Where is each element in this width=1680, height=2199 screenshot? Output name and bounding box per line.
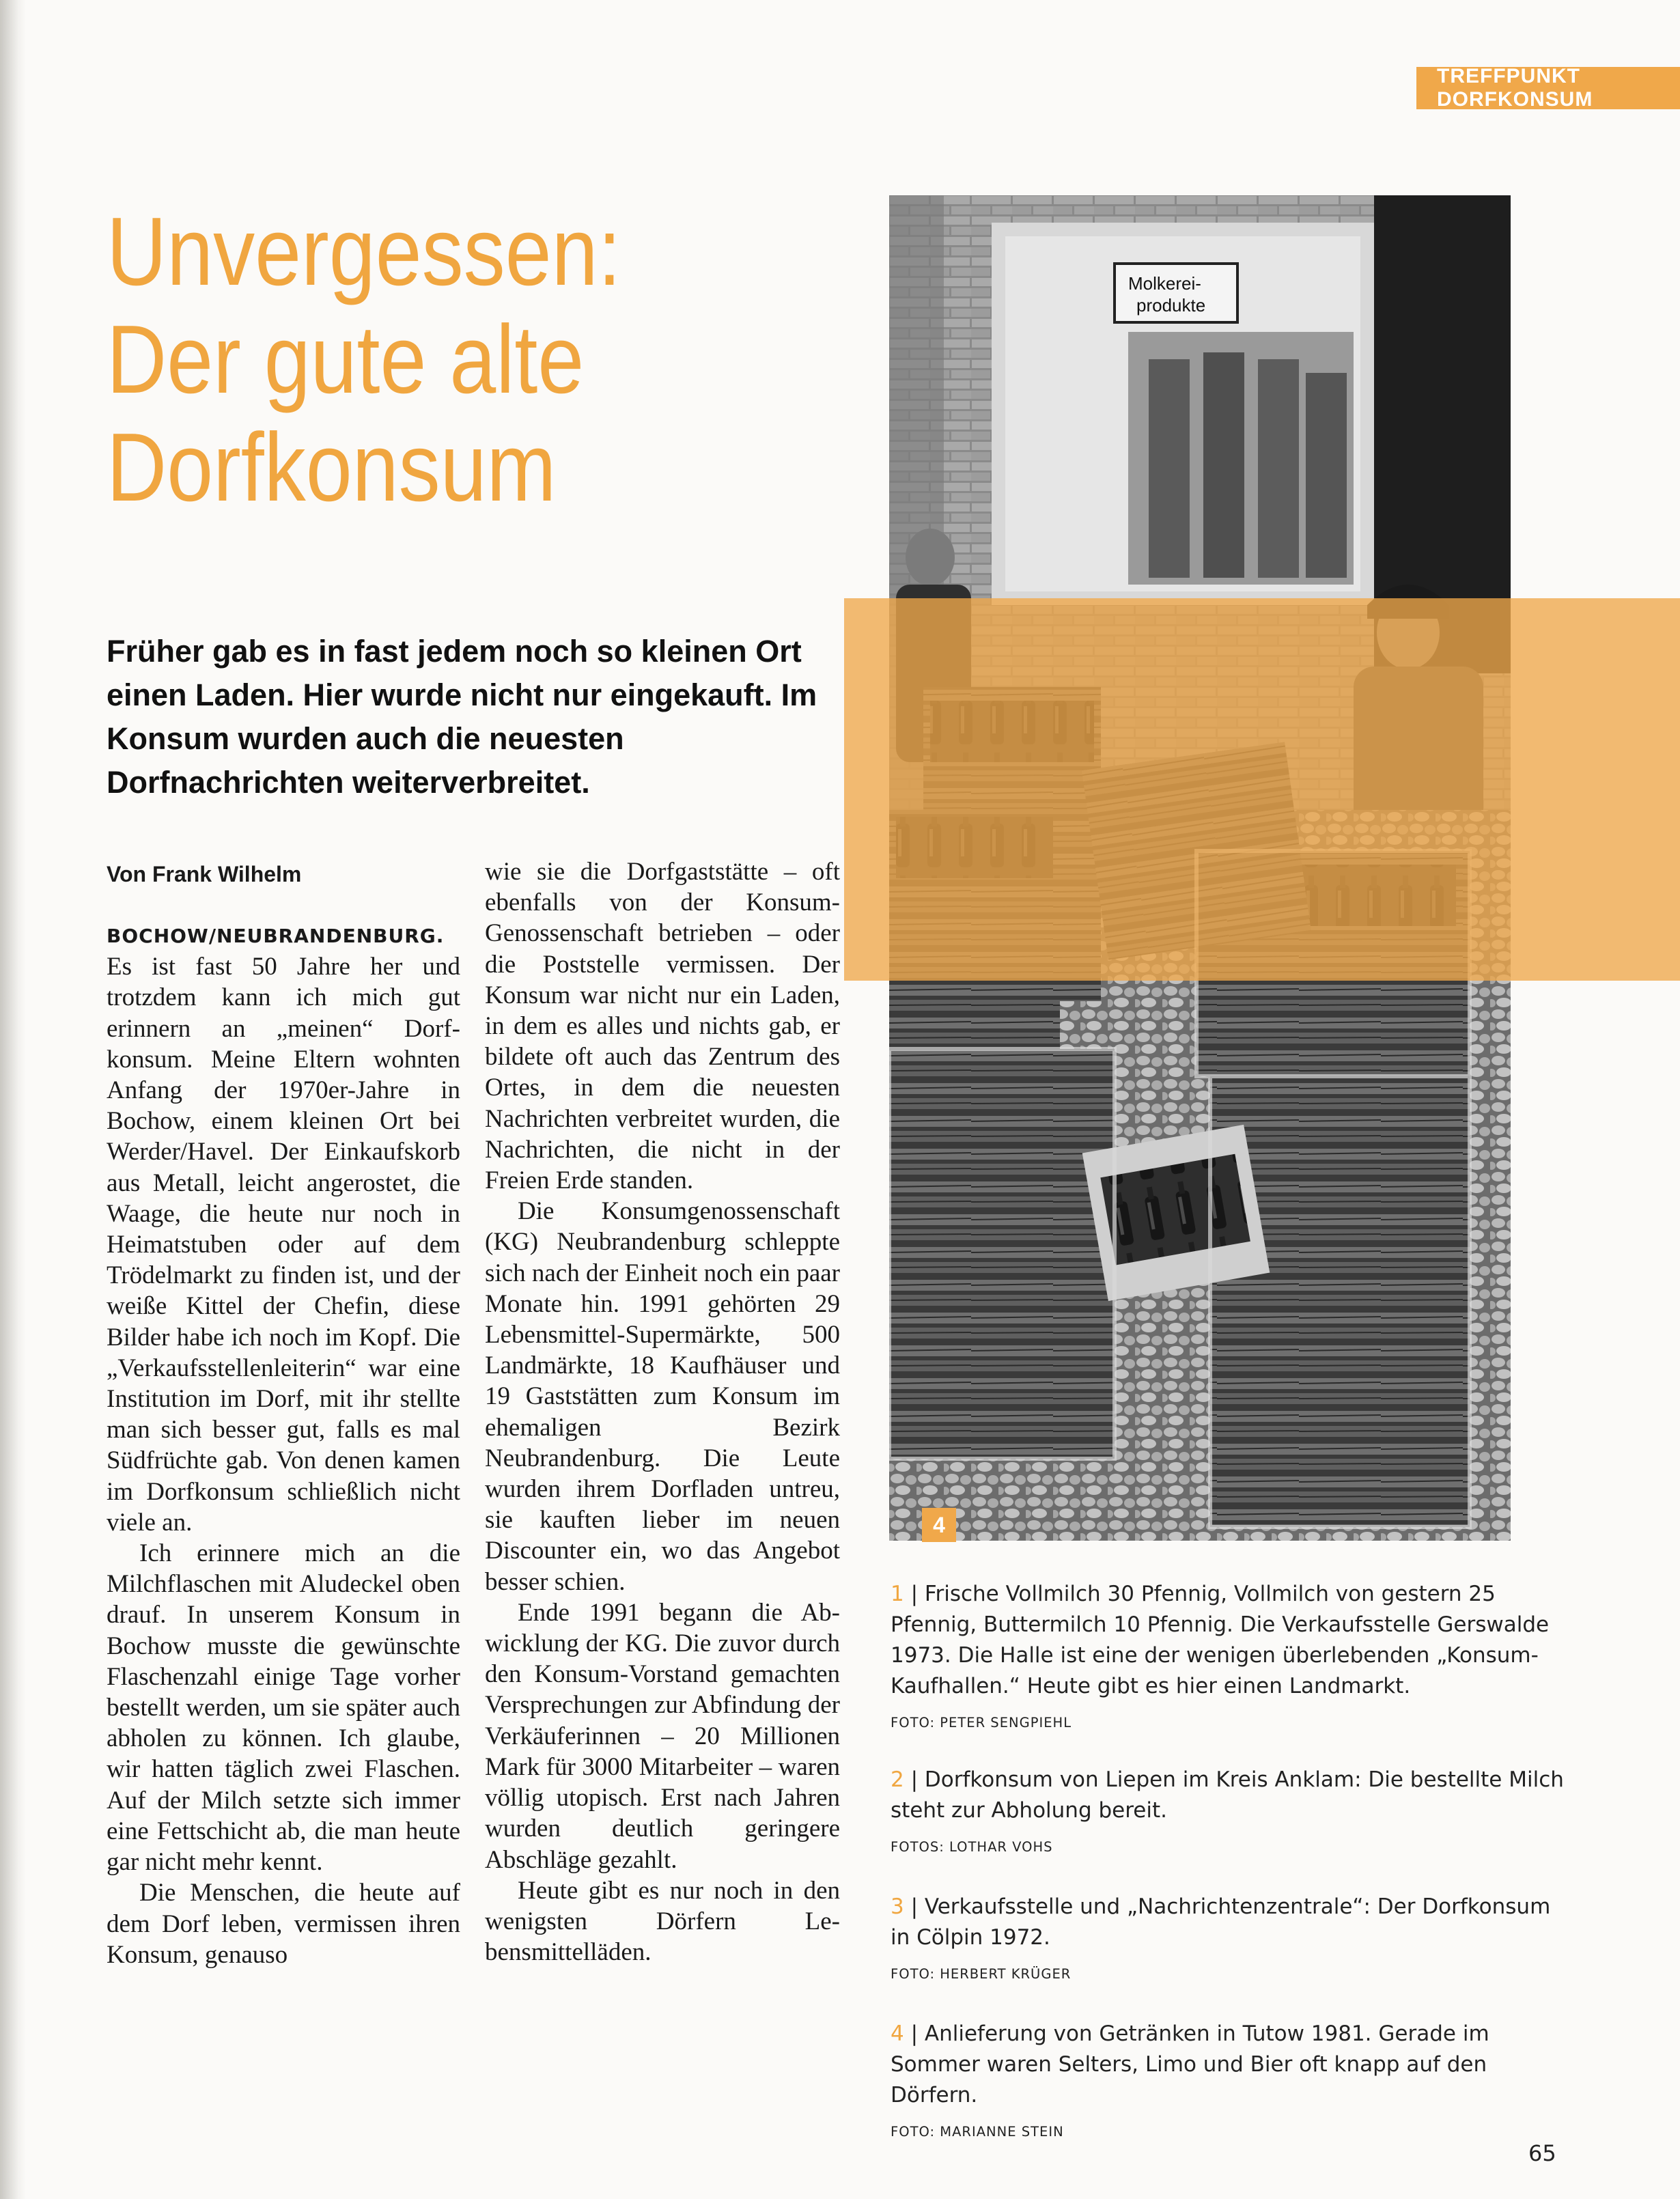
caption-text: Dorfkonsum von Liepen im Kreis Anklam: Die bestellte Milch steht zur Abholung bereit. bbox=[891, 1767, 1564, 1823]
lead-paragraph: Früher gab es in fast jedem noch so kleinen Ort einen Laden. Hier wurde nicht nur eingekauft. Im Konsum wurden auch die neuesten Dorfnachrichten weiterverbreitet. bbox=[107, 634, 817, 800]
photo-caption-3: 3 | Verkaufsstelle und „Nachrichtenzentrale“: Der Dorfkonsum in Cölpin 1972. FOTO: HERBERT KRÜGER bbox=[891, 1892, 1567, 1989]
paragraph: Ende 1991 begann die Abwicklung der KG. Die zuvor durch den Konsum-Vorstand gemachten Versprechungen zur Abfindung der Verkäuferinnen – 20 Millionen Mark für 3000 Mitarbeiter – waren völlig utopisch. Erst nach Jahren wurden deutlich geringere Abschläge gezahlt. bbox=[485, 1598, 840, 1874]
paragraph: Die Konsumgenossenschaft (KG) Neubrandenburg schleppte sich nach der Einheit noch ein paar Monate hin. 1991 gehörten 29 Lebensmittel-Supermärkte, 500 Landmärkte, 18 Kaufhäuser und 19 Gaststätten zum Konsum im ehemaligen Bezirk Neubrandenburg. Die Leute wurden ihrem Dorfladen untreu, sie kauften lieber im neuen Discounter ein, wo das Angebot besser schien. bbox=[485, 1197, 840, 1596]
photo-caption-4: 4 | Anlieferung von Getränken in Tutow 1981. Gerade im Sommer waren Selters, Limo und Bier oft knapp auf den Dörfern. FOTO: MARIANNE STEIN bbox=[891, 2019, 1567, 2147]
headline-line-2: Der gute alte bbox=[107, 305, 585, 414]
photo-sign-text: produkte bbox=[1136, 295, 1206, 316]
caption-text: Anlieferung von Getränken in Tutow 1981. Gerade im Sommer waren Selters, Limo und Bier oft knapp auf den Dörfern. bbox=[891, 2021, 1489, 2107]
caption-text: Verkaufsstelle und „Nachrichtenzentrale“: Der Dorfkonsum in Cölpin 1972. bbox=[891, 1894, 1551, 1950]
caption-number: 2 bbox=[891, 1767, 904, 1792]
photo-number-badge: 4 bbox=[922, 1508, 956, 1542]
photo-caption-2: 2 | Dorfkonsum von Liepen im Kreis Anklam: Die bestellte Milch steht zur Abholung bereit. FOTOS: LOTHAR VOHS bbox=[891, 1765, 1567, 1862]
photo-caption-1: 1 | Frische Vollmilch 30 Pfennig, Vollmilch von gestern 25 Pfennig, Buttermilch 10 Pfennig. Die Verkaufsstelle Gerswalde 1973. Die Halle ist eine der wenigen überlebenden „Konsum-Kaufhallen.“ Heute gibt es hier einen Landmarkt. FOTO: PETER SENGPIEHL bbox=[891, 1579, 1567, 1738]
orange-overlay-band bbox=[844, 598, 1680, 981]
caption-text: Frische Vollmilch 30 Pfennig, Vollmilch von gestern 25 Pfennig, Buttermilch 10 Pfennig. Die Verkaufsstelle Gerswalde 1973. Die Halle ist eine der wenigen überlebenden „Konsum-Kaufhallen.“ Heute gibt es hier einen Landmarkt. bbox=[891, 1582, 1550, 1698]
article-column-1 bbox=[107, 921, 460, 1970]
paragraph: wie sie die Dorfgaststätte – oft ebenfalls von der Konsum-Genossenschaft betrieben – oder die Poststelle vermissen. Der Konsum war nicht nur ein Laden, in dem es alles und nichts gab, er bildete oft auch das Zentrum des Ortes, in dem die neuesten Nachrichten verbreitet wurden, die Nachrichten, die nicht in der Freien Erde standen. bbox=[485, 858, 840, 1195]
page-number: 65 bbox=[1528, 2140, 1556, 2166]
paragraph: Heute gibt es nur noch in den wenigsten Dörfern Lebensmittelläden. bbox=[485, 1876, 840, 1967]
paragraph: Die Menschen, die heute auf dem Dorf leben, vermissen ihren Konsum, genauso bbox=[107, 1879, 460, 1969]
photo-credit: FOTO: HERBERT KRÜGER bbox=[891, 1966, 1072, 1982]
page-edge-shadow bbox=[0, 0, 26, 2199]
byline: Von Frank Wilhelm bbox=[107, 862, 302, 886]
paragraph: Ich erinnere mich an die Milchflaschen mit Aludeckel oben drauf. In unserem Konsum in Bochow musste die gewünschte Flaschenzahl einige Tage vorher bestellt werden, um sie später auch abholen zu können. Ich glaube, wir hatten täglich zwei Flaschen. Auf der Milch setzte sich immer eine Fettschicht ab, die man heute gar nicht mehr kennt. bbox=[107, 1539, 460, 1877]
headline-line-1: Unvergessen: bbox=[107, 197, 621, 306]
caption-number: 1 bbox=[891, 1582, 904, 1606]
headline bbox=[107, 198, 741, 522]
caption-number: 3 bbox=[891, 1894, 904, 1919]
photo-credit: FOTO: MARIANNE STEIN bbox=[891, 2124, 1064, 2140]
paragraph: Es ist fast 50 Jahre her und trotzdem kann ich mich gut erinnern an „meinen“ Dorfkonsum. Meine Eltern wohnten Anfang der 1970er-Jahre in Bochow, einem kleinen Ort bei Werder/Havel. Der Einkaufskorb aus Metall, leicht angerostet, die Waage, die heute nur noch in Heimatstuben oder auf dem Trödelmarkt zu finden ist, und der weiße Kittel der Chefin, diese Bilder habe ich noch im Kopf. Die „Verkaufsstellenleiterin“ war eine Institution im Dorf, mit ihr stellte man sich besser gut, falls es mal Südfrüchte gab. Von denen kamen im Dorfkonsum schließlich nicht viele an. bbox=[107, 953, 460, 1537]
photo-sign-text: Molkerei- bbox=[1128, 273, 1201, 294]
article-column-2 bbox=[485, 856, 840, 1967]
photo-credit: FOTO: PETER SENGPIEHL bbox=[891, 1715, 1072, 1731]
photo-credit: FOTOS: LOTHAR VOHS bbox=[891, 1839, 1053, 1855]
headline-line-3: Dorfkonsum bbox=[107, 413, 557, 522]
dateline: BOCHOW/NEUBRANDENBURG. bbox=[107, 925, 445, 947]
caption-number: 4 bbox=[891, 2021, 904, 2046]
section-tag: TREFFPUNKT DORFKONSUM bbox=[1416, 67, 1680, 109]
